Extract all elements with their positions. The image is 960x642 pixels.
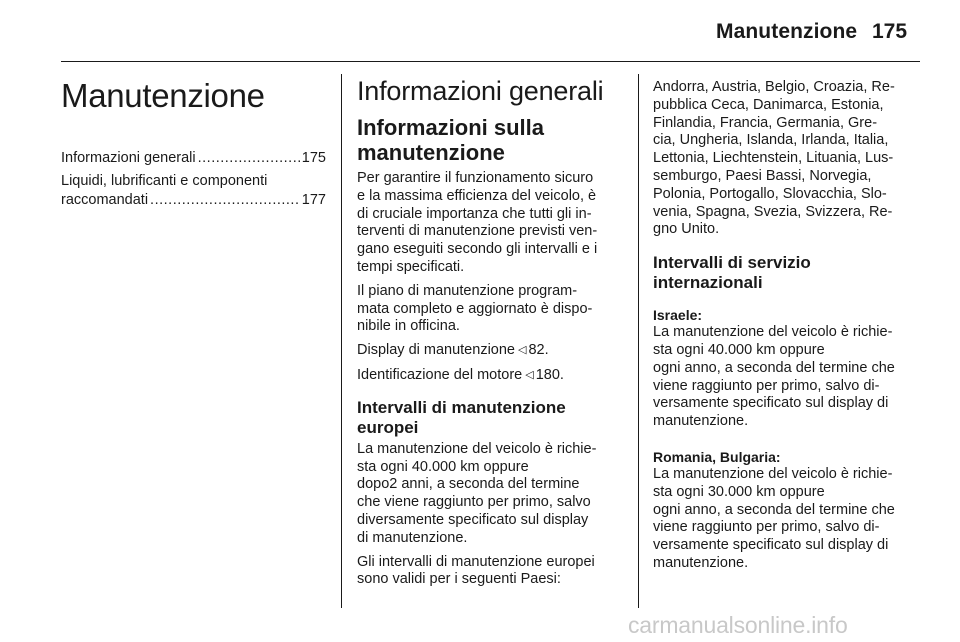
toc-entry-page: 175	[301, 150, 326, 166]
page-number: 175	[872, 20, 908, 43]
subsection-heading-international: Intervalli di servizio internazionali	[653, 253, 811, 293]
toc-entry-label-cont: raccomandati	[61, 191, 149, 208]
header-rule	[61, 61, 920, 62]
toc-entry-label: Informazioni generali	[61, 150, 196, 166]
running-header-title: Manutenzione	[716, 20, 858, 43]
watermark-text: carmanualsonline.info	[628, 612, 848, 638]
paragraph-europe-countries-intro: Gli intervalli di manutenzione europei sono validi per i seguenti Paesi:	[357, 553, 595, 588]
paragraph-europe-interval: La manutenzione del veicolo è richie- sta ogni 40.000 km oppure dopo2 anni, a seconda del termine che viene raggiunto per primo, salvo diversamente specificato sul display di manutenzione.	[357, 440, 597, 546]
section-heading: Informazioni generali	[357, 76, 604, 106]
page-reference-icon: ◁	[525, 368, 534, 381]
toc-entry-informazioni-generali[interactable]	[61, 149, 326, 168]
column-divider-1	[341, 74, 342, 608]
chapter-title: Manutenzione	[61, 77, 265, 114]
column-divider-2	[638, 74, 639, 608]
subsection-heading-europe: Intervalli di manutenzione europei	[357, 397, 566, 437]
paragraph-countries: Andorra, Austria, Belgio, Croazia, Re- pubblica Ceca, Danimarca, Estonia, Finlandia, Francia, Germania, Gre- cia, Ungheria, Islanda, Irlanda, Italia, Lettonia, Liechtenstein, Lituania, Lus- semburgo, Paesi Bassi, Norvegia, Polonia, Portogallo, Slovacchia, Slo- venia, Spagna, Svezia, Svizzera, Re- gno Unito.	[653, 79, 895, 238]
cross-reference-display[interactable]: Display di manutenzione ◁ 82.	[357, 342, 549, 359]
paragraph-safety: Per garantire il funzionamento sicuro e la massima efficienza del veicolo, è di cruciale importanza che tutti gli in- terventi di manutenzione previsti ven- gano eseguiti secondo gli intervalli e i tempi specificati.	[357, 170, 598, 275]
paragraph-plan: Il piano di manutenzione program- mata completo e aggiornato è dispo- nibile in officina.	[357, 282, 593, 335]
content-column-3	[653, 79, 921, 579]
cross-reference-engine[interactable]: Identificazione del motore ◁ 180.	[357, 366, 564, 383]
subsection-heading: Informazioni sulla manutenzione	[357, 115, 545, 165]
toc-entry-page: 177	[301, 191, 326, 208]
country-label-romania-bulgaria: Romania, Bulgaria:	[653, 448, 781, 465]
page-reference-icon: ◁	[517, 344, 527, 357]
toc-entry-label: Liquidi, lubrificanti e componenti	[61, 173, 268, 189]
toc-leader-dots	[198, 149, 300, 168]
chapter-toc	[61, 77, 326, 214]
toc-entry-liquidi[interactable]	[61, 172, 326, 209]
country-label-israel: Israele:	[653, 307, 703, 324]
toc-leader-dots	[150, 191, 300, 210]
paragraph-israel: La manutenzione del veicolo è richie- sta ogni 40.000 km oppure ogni anno, a seconda del termine che viene raggiunto per primo, salvo di- versamente specificato sul display di manutenzione.	[653, 324, 895, 430]
paragraph-romania-bulgaria: La manutenzione del veicolo è richie- sta ogni 30.000 km oppure ogni anno, a seconda del termine che viene raggiunto per primo, salvo di- versamente specificato sul display di manutenzione.	[653, 465, 895, 571]
content-column-2	[357, 76, 624, 595]
